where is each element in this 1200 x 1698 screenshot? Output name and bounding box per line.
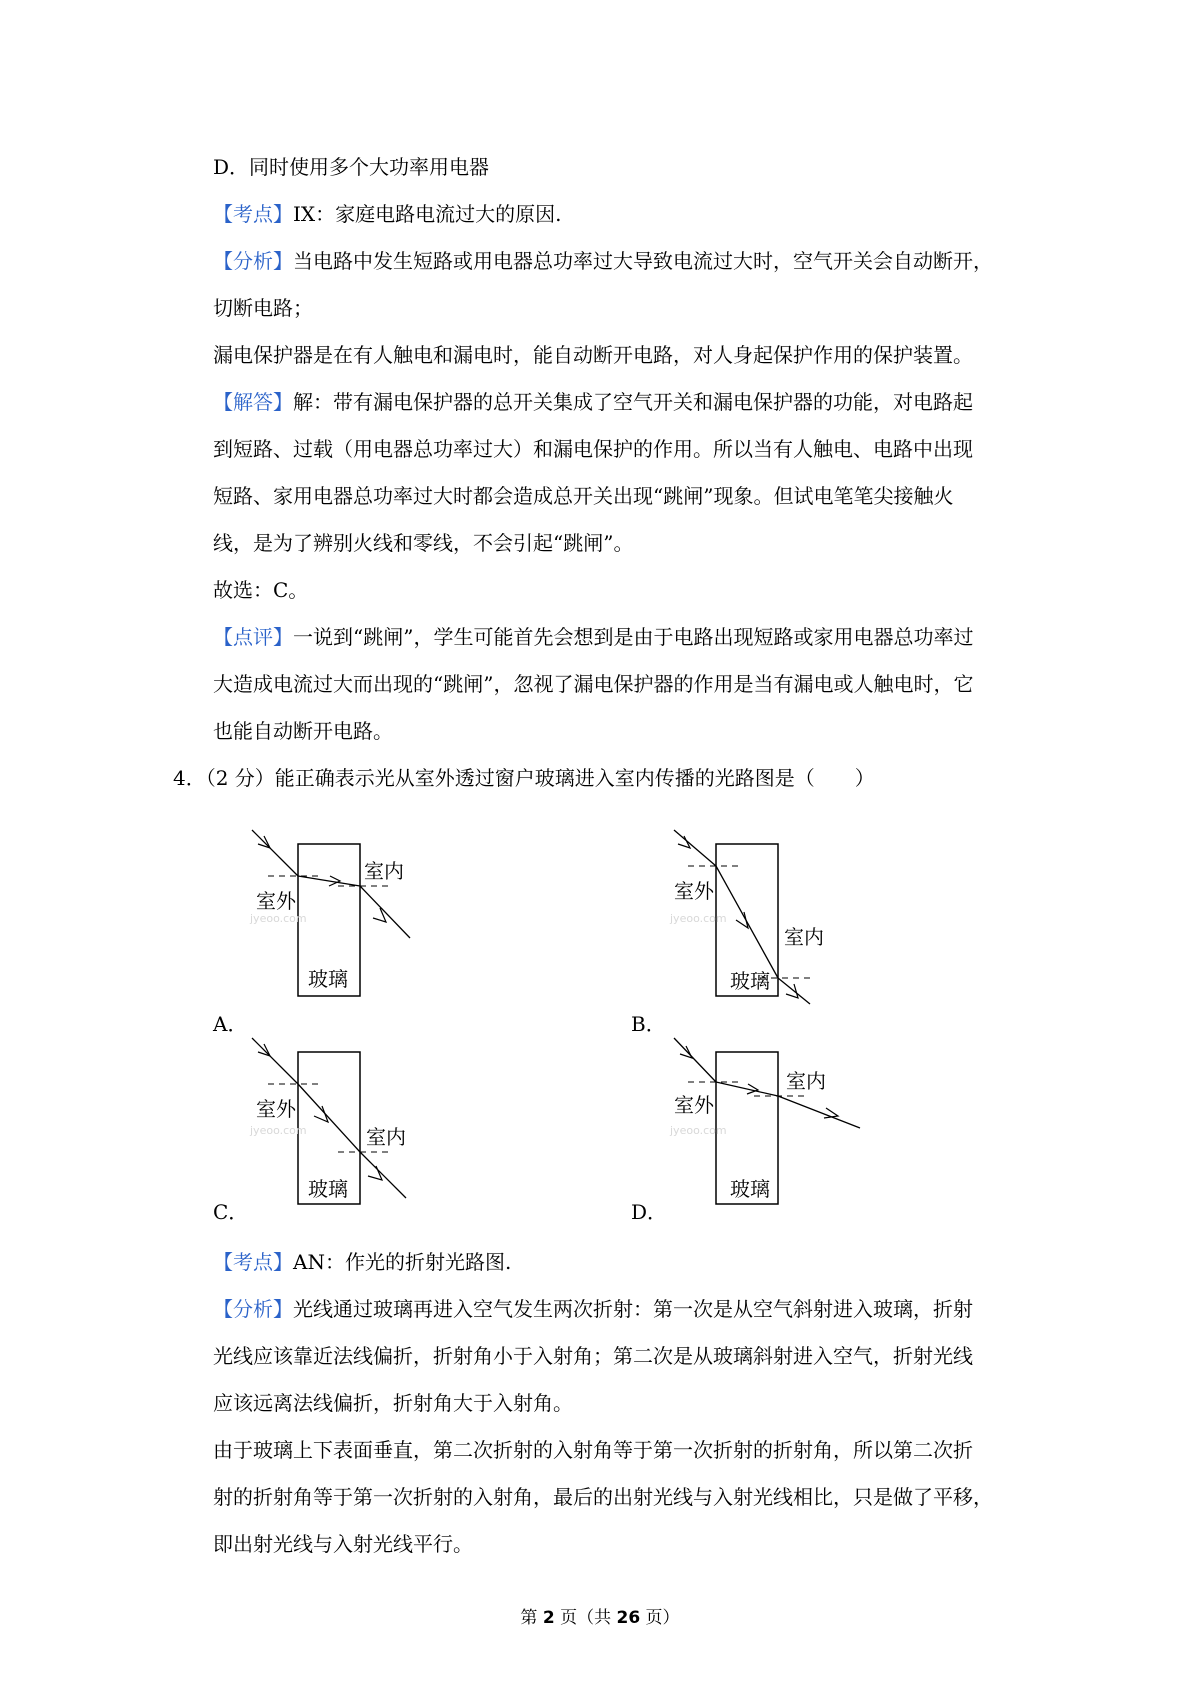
fenxi-tag: 【分析】 xyxy=(213,1297,293,1321)
fenxi-line: 【分析】当电路中发生短路或用电器总功率过大导致电流过大时，空气开关会自动断开， xyxy=(213,249,993,273)
outside-label: 室外 xyxy=(674,1093,714,1117)
text-line: 应该远离法线偏折，折射角大于入射角。 xyxy=(213,1391,573,1415)
text-line: 即出射光线与入射光线平行。 xyxy=(213,1532,473,1556)
fenxi-line: 【分析】光线通过玻璃再进入空气发生两次折射：第一次是从空气斜射进入玻璃，折射 xyxy=(213,1297,973,1321)
jieda-tag: 【解答】 xyxy=(213,390,293,414)
outside-label: 室外 xyxy=(256,1097,296,1121)
text-line: 漏电保护器是在有人触电和漏电时，能自动断开电路，对人身起保护作用的保护装置。 xyxy=(213,343,973,367)
kaodian-line: 【考点】IX：家庭电路电流过大的原因. xyxy=(213,202,562,226)
choice-c-label: C． xyxy=(213,1200,249,1224)
dianping-tag: 【点评】 xyxy=(213,625,293,649)
text-line: 射的折射角等于第一次折射的入射角，最后的出射光线与入射光线相比，只是做了平移， xyxy=(213,1485,993,1509)
fenxi-tag: 【分析】 xyxy=(213,249,293,273)
page-number: 2 xyxy=(542,1608,555,1628)
watermark: jyeoo.com xyxy=(670,1124,727,1137)
page-total: 26 xyxy=(616,1608,641,1628)
glass-label: 玻璃 xyxy=(730,969,770,993)
glass-label: 玻璃 xyxy=(308,967,348,991)
text-line: 大造成电流过大而出现的“跳闸”，忽视了漏电保护器的作用是当有漏电或人触电时，它 xyxy=(213,672,974,696)
outside-label: 室外 xyxy=(674,879,714,903)
kaodian-tag: 【考点】 xyxy=(213,1250,293,1274)
inside-label: 室内 xyxy=(366,1125,406,1149)
text-line: 光线应该靠近法线偏折，折射角小于入射角；第二次是从玻璃斜射进入空气，折射光线 xyxy=(213,1344,973,1368)
inside-label: 室内 xyxy=(786,1069,826,1093)
inside-label: 室内 xyxy=(364,859,404,883)
glass-label: 玻璃 xyxy=(308,1177,348,1201)
text-line: 到短路、过载（用电器总功率过大）和漏电保护的作用。所以当有人触电、电路中出现 xyxy=(213,437,973,461)
watermark: jyeoo.com xyxy=(250,912,307,925)
text-line: 短路、家用电器总功率过大时都会造成总开关出现“跳闸”现象。但试电笔笔尖接触火 xyxy=(213,484,954,508)
diagram-b xyxy=(660,826,850,1006)
diagram-c xyxy=(240,1034,430,1214)
diagram-a xyxy=(240,826,430,1006)
glass-label: 玻璃 xyxy=(730,1177,770,1201)
kaodian-line: 【考点】AN：作光的折射光路图. xyxy=(213,1250,512,1274)
choice-a-label: A． xyxy=(213,1012,248,1036)
text-line: 由于玻璃上下表面垂直，第二次折射的入射角等于第一次折射的折射角，所以第二次折 xyxy=(213,1438,973,1462)
option-d-text: D．同时使用多个大功率用电器 xyxy=(213,155,490,179)
text-line: 也能自动断开电路。 xyxy=(213,719,393,743)
question-4: 4．（2 分）能正确表示光从室外透过窗户玻璃进入室内传播的光路图是（ ） xyxy=(173,766,875,790)
inside-label: 室内 xyxy=(784,925,824,949)
outside-label: 室外 xyxy=(256,889,296,913)
kaodian-tag: 【考点】 xyxy=(213,202,293,226)
choice-d-label: D． xyxy=(631,1200,668,1224)
text-line: 切断电路； xyxy=(213,296,313,320)
diagram-d xyxy=(660,1034,870,1214)
watermark: jyeoo.com xyxy=(250,1124,307,1137)
choice-b-label: B． xyxy=(631,1012,666,1036)
watermark: jyeoo.com xyxy=(670,912,727,925)
dianping-line: 【点评】一说到“跳闸”，学生可能首先会想到是由于电路出现短路或家用电器总功率过 xyxy=(213,625,974,649)
answer-line: 故选：C。 xyxy=(213,578,309,602)
text-line: 线，是为了辨别火线和零线，不会引起“跳闸”。 xyxy=(213,531,634,555)
page-footer: 第 2 页（共 26 页） xyxy=(520,1608,680,1628)
jieda-line: 【解答】解：带有漏电保护器的总开关集成了空气开关和漏电保护器的功能，对电路起 xyxy=(213,390,973,414)
